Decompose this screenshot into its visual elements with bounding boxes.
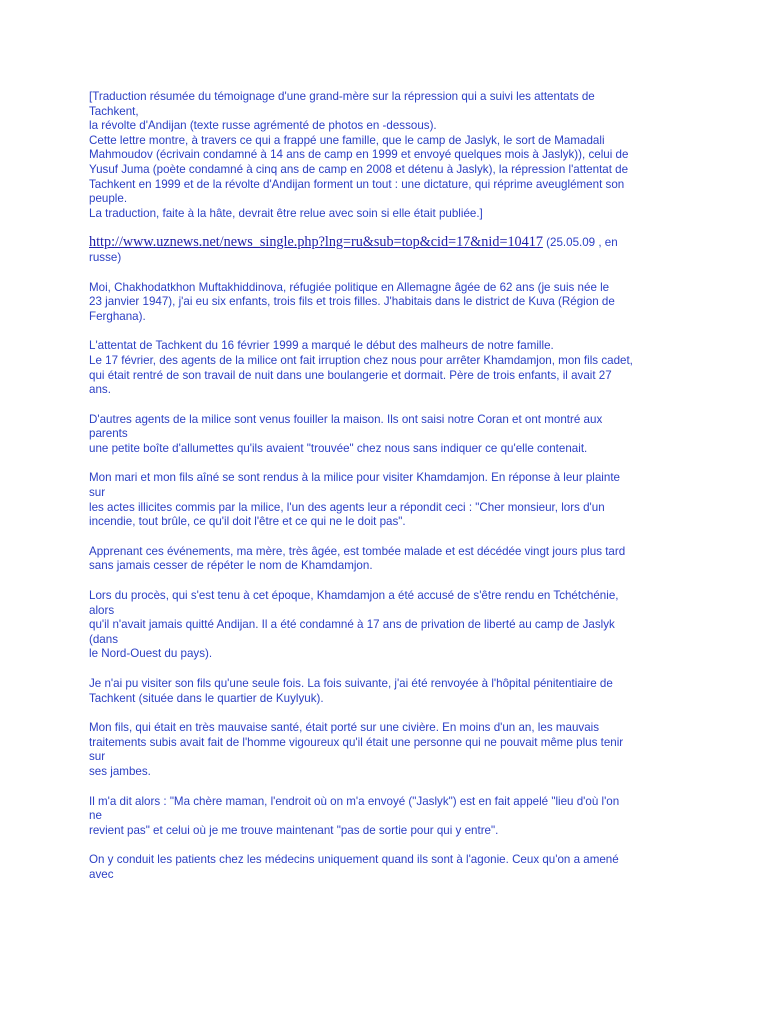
- source-date: (25.05.09 , en: [542, 236, 618, 250]
- source-link[interactable]: http://www.uznews.net/news_single.php?lng=ru&sub=top&cid=17&nid=10417: [89, 234, 543, 251]
- paragraph: [89, 677, 689, 706]
- paragraph-line: les actes illicites commis par la milice, l'un des agents leur a répondit ceci : "Cher monsieur, lors d'un: [89, 500, 605, 514]
- intro-line: Yusuf Juma (poète condamné à cinq ans de camp en 2008 et détenu à Jaslyk), la répression l'attentat de: [89, 162, 629, 176]
- paragraph: [89, 545, 689, 574]
- paragraph: [89, 413, 689, 457]
- paragraph-line: D'autres agents de la milice sont venus fouiller la maison. Ils ont saisi notre Coran et ont montré aux: [89, 412, 603, 426]
- paragraph-line: ans.: [89, 383, 111, 397]
- paragraph: [89, 339, 689, 397]
- intro-line: peuple.: [89, 192, 128, 206]
- paragraph-line: Mon fils, qui était en très mauvaise santé, était porté sur une civière. En moins d'un an, les mauvais: [89, 721, 600, 735]
- paragraph-line: revient pas" et celui où je me trouve maintenant "pas de sortie pour qui y entre".: [89, 823, 499, 837]
- intro-line: [Traduction résumée du témoignage d'une grand-mère sur la répression qui a suivi les attentats de: [89, 90, 595, 103]
- paragraph: [89, 853, 689, 882]
- paragraph: [89, 795, 689, 839]
- paragraph-line: qui était rentré de son travail de nuit dans une boulangerie et dormait. Père de trois enfants, il avait 27: [89, 368, 612, 382]
- intro-line: La traduction, faite à la hâte, devrait être relue avec soin si elle était publiée.]: [89, 206, 483, 220]
- paragraph: [89, 281, 689, 325]
- paragraph-line: Tachkent (située dans le quartier de Kuylyuk).: [89, 691, 324, 705]
- paragraph-line: qu'il n'avait jamais quitté Andijan. Il a été condamné à 17 ans de privation de liberté au camp de Jaslyk: [89, 618, 615, 632]
- paragraph-line: (dans: [89, 632, 119, 646]
- paragraph-line: Mon mari et mon fils aîné se sont rendus à la milice pour visiter Khamdamjon. En réponse à leur plainte: [89, 471, 620, 485]
- paragraph-line: alors: [89, 603, 115, 617]
- intro-line: Cette lettre montre, à travers ce qui a frappé une famille, que le camp de Jaslyk, le sort de Mamadali: [89, 133, 605, 147]
- paragraph-line: une petite boîte d'allumettes qu'ils avaient "trouvée" chez nous sans indiquer ce qu'elle contenait.: [89, 441, 588, 455]
- intro-line: la révolte d'Andijan (texte russe agrémenté de photos en -dessous).: [89, 119, 437, 133]
- document-page: [89, 90, 689, 898]
- paragraph-line: Lors du procès, qui s'est tenu à cet époque, Khamdamjon a été accusé de s'être rendu en Tchétchénie,: [89, 589, 619, 603]
- paragraph-line: incendie, tout brûle, ce qu'il doit l'être et ce qui ne le doit pas".: [89, 515, 406, 529]
- paragraph: [89, 721, 689, 779]
- paragraph: [89, 471, 689, 529]
- paragraph-line: traitements subis avait fait de l'homme vigoureux qu'il était une personne qui ne pouvait même plus tenir: [89, 735, 624, 749]
- paragraph-line: le Nord-Ouest du pays).: [89, 647, 213, 661]
- paragraph-line: sur: [89, 486, 106, 500]
- intro-line: Tachkent,: [89, 104, 139, 118]
- paragraph-line: On y conduit les patients chez les médecins uniquement quand ils sont à l'agonie. Ceux qu'on a amené: [89, 853, 619, 867]
- paragraph-line: L'attentat de Tachkent du 16 février 1999 a marqué le début des malheurs de notre famille.: [89, 339, 554, 353]
- intro-line: Tachkent en 1999 et de la révolte d'Andijan forment un tout : une dictature, qui réprime aveuglément son: [89, 177, 625, 191]
- paragraph-line: Le 17 février, des agents de la milice ont fait irruption chez nous pour arrêter Khamdamjon, mon fils cadet,: [89, 353, 633, 367]
- paragraph-line: Moi, Chakhodatkhon Muftakhiddinova, réfugiée politique en Allemagne âgée de 62 ans (je suis née le: [89, 280, 610, 294]
- source-reference: [89, 235, 689, 265]
- paragraph-line: parents: [89, 427, 128, 441]
- paragraph-line: Ferghana).: [89, 309, 146, 323]
- intro-line: Mahmoudov (écrivain condamné à 14 ans de camp en 1999 et envoyé quelques mois à Jaslyk)), celui de: [89, 148, 629, 162]
- paragraph-line: sur: [89, 750, 106, 764]
- paragraph-line: Il m'a dit alors : "Ma chère maman, l'endroit où on m'a envoyé ("Jaslyk") est en fait appelé "lieu d'où l'on: [89, 794, 620, 808]
- paragraph-line: ses jambes.: [89, 764, 151, 778]
- paragraph-line: Je n'ai pu visiter son fils qu'une seule fois. La fois suivante, j'ai été renvoyée à l'hôpital pénitentiaire de: [89, 677, 613, 690]
- translator-intro: [89, 90, 689, 221]
- source-language: russe): [89, 250, 122, 264]
- paragraph-line: 23 janvier 1947), j'ai eu six enfants, trois fils et trois filles. J'habitais dans le district de Kuva (Région de: [89, 295, 615, 309]
- paragraph-line: ne: [89, 809, 102, 823]
- paragraph-line: avec: [89, 867, 114, 881]
- paragraph-line: Apprenant ces événements, ma mère, très âgée, est tombée malade et est décédée vingt jours plus tard: [89, 544, 626, 558]
- paragraph: [89, 589, 689, 662]
- paragraph-line: sans jamais cesser de répéter le nom de Khamdamjon.: [89, 559, 373, 573]
